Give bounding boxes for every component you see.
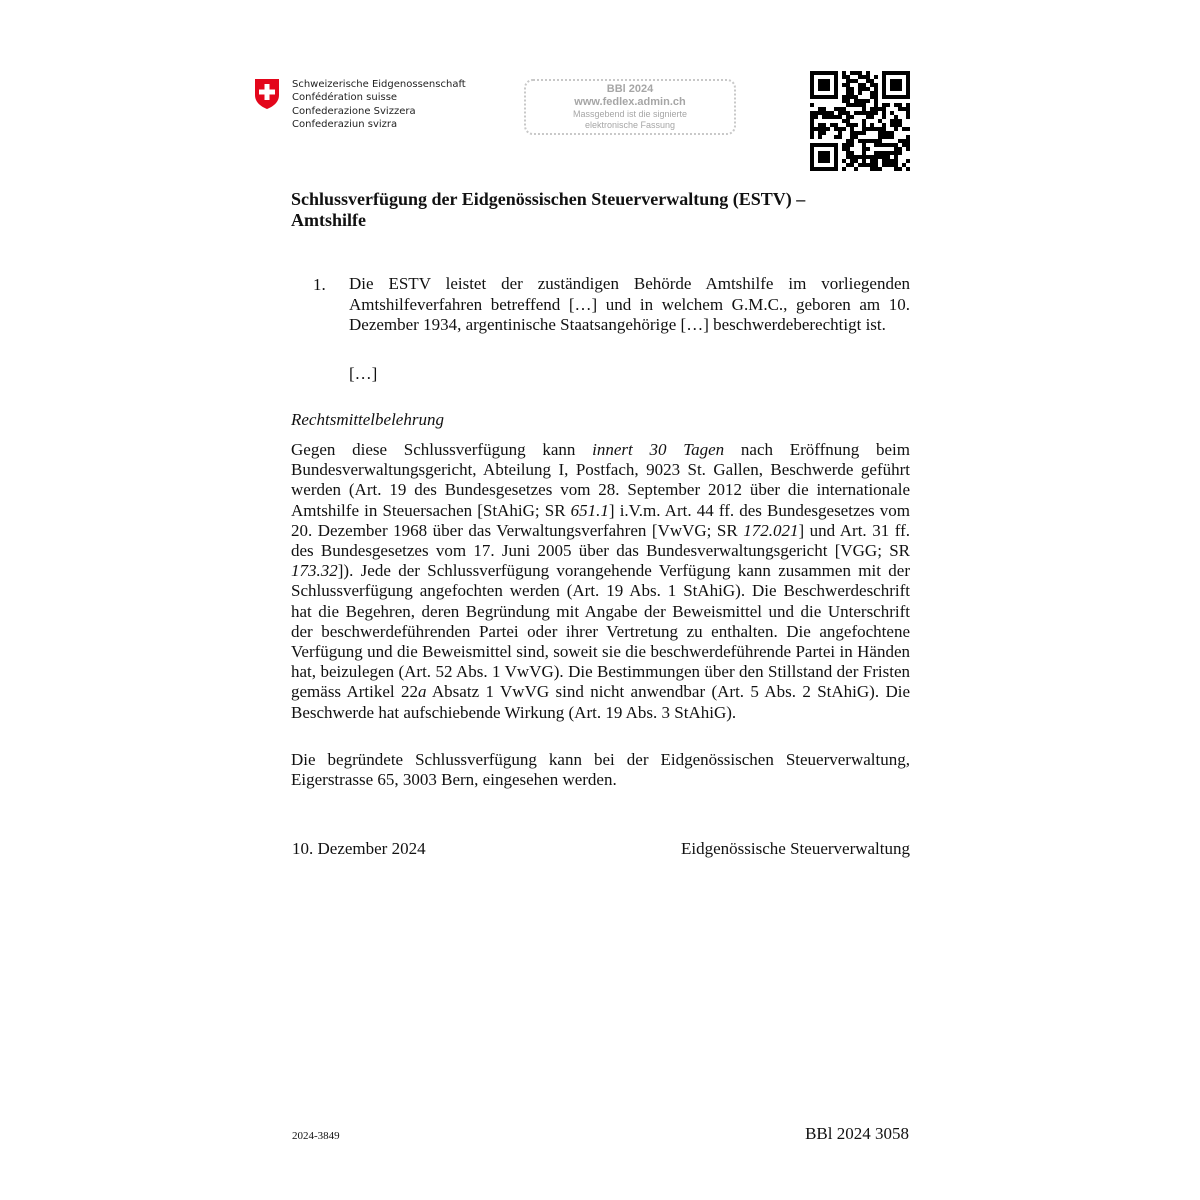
text-run: Absatz 1 VwVG sind nicht anwendbar (Art. 5 Abs. 2 StAhiG). Die Beschwerde hat aufschiebende Wirkung (Art. 19 Abs. 3 StAhiG).	[291, 682, 910, 722]
title-line-2: Amtshilfe	[291, 210, 366, 230]
stamp-line-1: BBl 2024	[606, 83, 654, 95]
qr-code-icon	[810, 71, 910, 171]
deadline-emphasis: innert 30 Tagen	[592, 440, 725, 459]
text-run: nach Eröffnung beim Bundesverwaltungsgericht, Abteilung I, Postfach, 9023 St. Gallen, Beschwerde geführt werden (Art. 19 des Bundesgesetzes vom 28. September 2012 über die internationale Amtshilfe in Steuersachen [StAhiG; SR	[291, 440, 911, 520]
remedy-paragraph-2: Die begründete Schlussverfügung kann bei der Eidgenössischen Steuerverwaltung, Eigerstrasse 65, 3003 Bern, eingesehen werden.	[291, 750, 910, 790]
page-title	[291, 189, 911, 231]
confederation-names	[292, 78, 466, 131]
text-run: ] und Art. 31 ff. des Bundesgesetzes vom 17. Juni 2005 über das Bundesverwaltungsgericht [VGG; SR	[291, 520, 910, 561]
sr-number: 172.021	[743, 520, 799, 540]
confederation-name-it: Confederazione Svizzera	[292, 105, 416, 117]
stamp-line-4: elektronische Fassung	[584, 120, 676, 130]
article-suffix: a	[417, 682, 427, 702]
text-run: ]). Jede der Schlussverfügung vorangehende Verfügung kann zusammen mit der Schlussverfügung angefochten werden (Art. 19 Abs. 1 StAhiG). Die Beschwerdeschrift hat die Begehren, deren Begründung mit Angabe der Beweismittel und die Unterschrift der beschwerdeführenden Partei oder ihrer Vertretung zu enthalten. Die angefochtene Verfügung und die Beweismittel sind, soweit sie die beschwerdeführende Partei in Händen hat, beizulegen (Art. 52 Abs. 1 VwVG). Die Bestimmungen über den Stillstand der Fristen gemäss Artikel 22	[291, 561, 910, 702]
decision-date: 10. Dezember 2024	[292, 839, 426, 858]
title-line-1: Schlussverfügung der Eidgenössischen Steuerverwaltung (ESTV) –	[291, 189, 806, 209]
text-run: Gegen diese Schlussverfügung kann	[291, 440, 593, 459]
issuing-authority: Eidgenössische Steuerverwaltung	[681, 839, 910, 858]
remedy-paragraph-1	[291, 440, 910, 723]
confederation-name-rm: Confederaziun svizra	[292, 118, 398, 130]
confederation-name-fr: Confédération suisse	[292, 92, 398, 104]
omission-marker: […]	[349, 364, 378, 383]
sr-number: 651.1	[570, 500, 609, 520]
gazette-reference: BBl 2024 3058	[805, 1124, 909, 1143]
list-item-number: 1.	[313, 275, 326, 294]
list-item-text: Die ESTV leistet der zuständigen Behörde Amtshilfe im vorliegenden Amtshilfeverfahren betreffend […] und in welchem G.M.C., geboren am 10. Dezember 1934, argentinische Staatsangehörige […] beschwerdeberechtigt ist.	[349, 274, 910, 334]
stamp-url: www.fedlex.admin.ch	[574, 96, 686, 108]
confederation-name-de: Schweizerische Eidgenossenschaft	[292, 79, 466, 90]
sr-number: 173.32	[291, 561, 338, 581]
text-run: ] i.V.m. Art. 44 ff. des Bundesgesetzes vom 20. Dezember 1968 über das Verwaltungsverfahren [VwVG; SR	[291, 500, 911, 540]
fedlex-stamp	[524, 79, 736, 135]
section-heading: Rechtsmittelbelehrung	[291, 410, 444, 429]
swiss-emblem-icon	[253, 77, 281, 110]
document-id: 2024-3849	[292, 1130, 340, 1142]
stamp-line-3: Massgebend ist die signierte	[572, 109, 688, 119]
